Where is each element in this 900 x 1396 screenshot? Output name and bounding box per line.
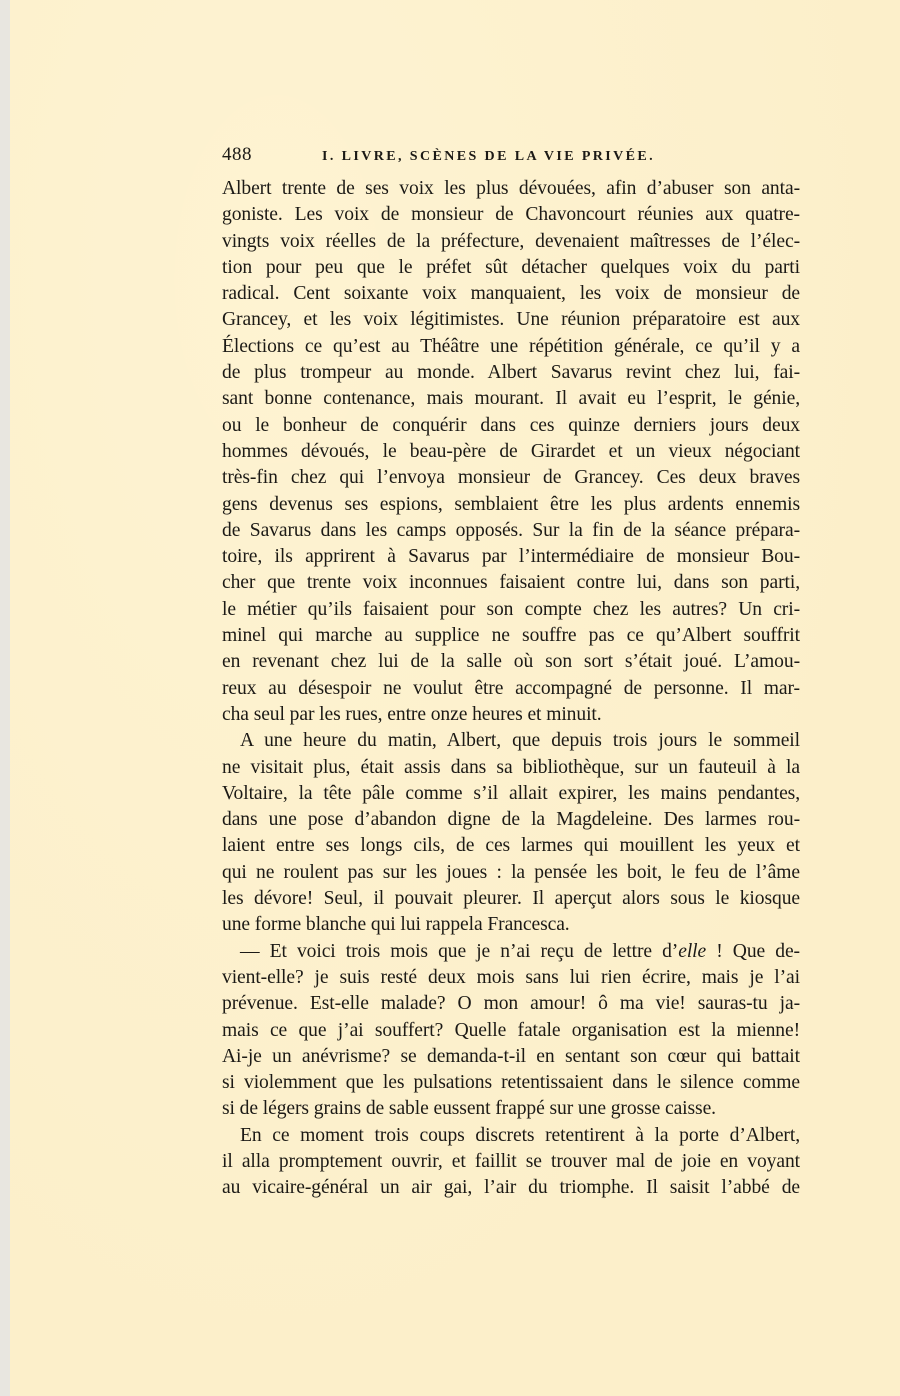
paragraph xyxy=(222,728,800,938)
italic-text-run: elle xyxy=(678,940,707,962)
text-line: ou le bonheur de conquérir dans ces quinze derniers jours deux xyxy=(222,414,800,436)
text-line: si violemment que les pulsations retentissaient dans le silence comme xyxy=(222,1072,800,1094)
text-line: vient-elle? je suis resté deux mois sans lui rien écrire, mais je l’ai xyxy=(222,966,800,988)
text-line: très-fin chez qui l’envoya monsieur de Grancey. Ces deux braves xyxy=(222,467,800,489)
running-head-title: I. LIVRE, SCÈNES DE LA VIE PRIVÉE. xyxy=(322,149,656,164)
text-line: en revenant chez lui de la salle où son sort s’était joué. L’amou- xyxy=(222,651,800,673)
text-line: gens devenus ses espions, semblaient être les plus ardents ennemis xyxy=(222,493,800,515)
text-line: cher que trente voix inconnues faisaient contre lui, dans son parti, xyxy=(222,572,800,594)
text-block xyxy=(222,144,800,1202)
text-line: hommes dévoués, le beau-père de Girardet et un vieux négociant xyxy=(222,440,800,462)
text-line: minel qui marche au supplice ne souffre pas ce qu’Albert souffrit xyxy=(222,625,800,647)
text-line: Élections ce qu’est au Théâtre une répétition générale, ce qu’il y a xyxy=(222,335,800,357)
text-line: qui ne roulent pas sur les joues : la pensée les boit, le feu de l’âme xyxy=(222,861,800,883)
text-run: — Et voici trois mois que je n’ai reçu de lettre d’ xyxy=(240,940,679,962)
text-line: si de légers grains de sable eussent frappé sur une grosse caisse. xyxy=(222,1098,716,1120)
text-line: ne visitait plus, était assis dans sa bibliothèque, sur un fauteuil à la xyxy=(222,756,800,778)
text-line: dans une pose d’abandon digne de la Magdeleine. Des larmes rou- xyxy=(222,809,800,831)
text-line: A une heure du matin, Albert, que depuis trois jours le sommeil xyxy=(240,730,800,752)
paragraph xyxy=(222,1123,800,1202)
text-line: Albert trente de ses voix les plus dévouées, afin d’abuser son anta- xyxy=(222,178,800,199)
text-line: Voltaire, la tête pâle comme s’il allait expirer, les mains pendantes, xyxy=(222,782,800,804)
text-line: une forme blanche qui lui rappela Francesca. xyxy=(222,914,570,936)
text-line xyxy=(222,939,800,965)
paragraph xyxy=(222,176,800,728)
running-head xyxy=(222,144,800,174)
text-line: vingts voix réelles de la préfecture, devenaient maîtresses de l’élec- xyxy=(222,230,800,252)
text-run: ! Que de- xyxy=(706,940,800,962)
text-line: goniste. Les voix de monsieur de Chavoncourt réunies aux quatre- xyxy=(222,204,800,226)
paragraph xyxy=(222,939,800,1123)
text-line: En ce moment trois coups discrets retentirent à la porte d’Albert, xyxy=(240,1124,800,1146)
text-line: Ai-je un anévrisme? se demanda-t-il en sentant son cœur qui battait xyxy=(222,1045,800,1067)
page-number: 488 xyxy=(222,144,252,165)
text-line: reux au désespoir ne voulut être accompagné de personne. Il mar- xyxy=(222,677,800,699)
text-line: les dévore! Seul, il pouvait pleurer. Il aperçut alors sous le kiosque xyxy=(222,888,800,910)
text-line: au vicaire-général un air gai, l’air du triomphe. Il saisit l’abbé de xyxy=(222,1177,800,1199)
text-line: sant bonne contenance, mais mourant. Il avait eu l’esprit, le génie, xyxy=(222,388,800,410)
text-line: le métier qu’ils faisaient pour son compte chez les autres? Un cri- xyxy=(222,598,800,620)
text-line: tion pour peu que le préfet sût détacher quelques voix du parti xyxy=(222,256,800,278)
text-line: mais ce que j’ai souffert? Quelle fatale organisation est la mienne! xyxy=(222,1019,800,1041)
text-line: radical. Cent soixante voix manquaient, les voix de monsieur de xyxy=(222,283,800,305)
text-line: de Savarus dans les camps opposés. Sur la fin de la séance prépara- xyxy=(222,519,800,541)
book-page xyxy=(10,0,900,1396)
text-line: de plus trompeur au monde. Albert Savarus revint chez lui, fai- xyxy=(222,362,800,384)
text-line: toire, ils apprirent à Savarus par l’intermédiaire de monsieur Bou- xyxy=(222,546,800,568)
text-line: laient entre ses longs cils, de ces larmes qui mouillent les yeux et xyxy=(222,835,800,857)
text-line: il alla promptement ouvrir, et faillit se trouver mal de joie en voyant xyxy=(222,1150,800,1172)
text-line: prévenue. Est-elle malade? O mon amour! ô ma vie! sauras-tu ja- xyxy=(222,993,800,1015)
text-line: cha seul par les rues, entre onze heures et minuit. xyxy=(222,703,602,725)
text-line: Grancey, et les voix légitimistes. Une réunion préparatoire est aux xyxy=(222,309,800,331)
